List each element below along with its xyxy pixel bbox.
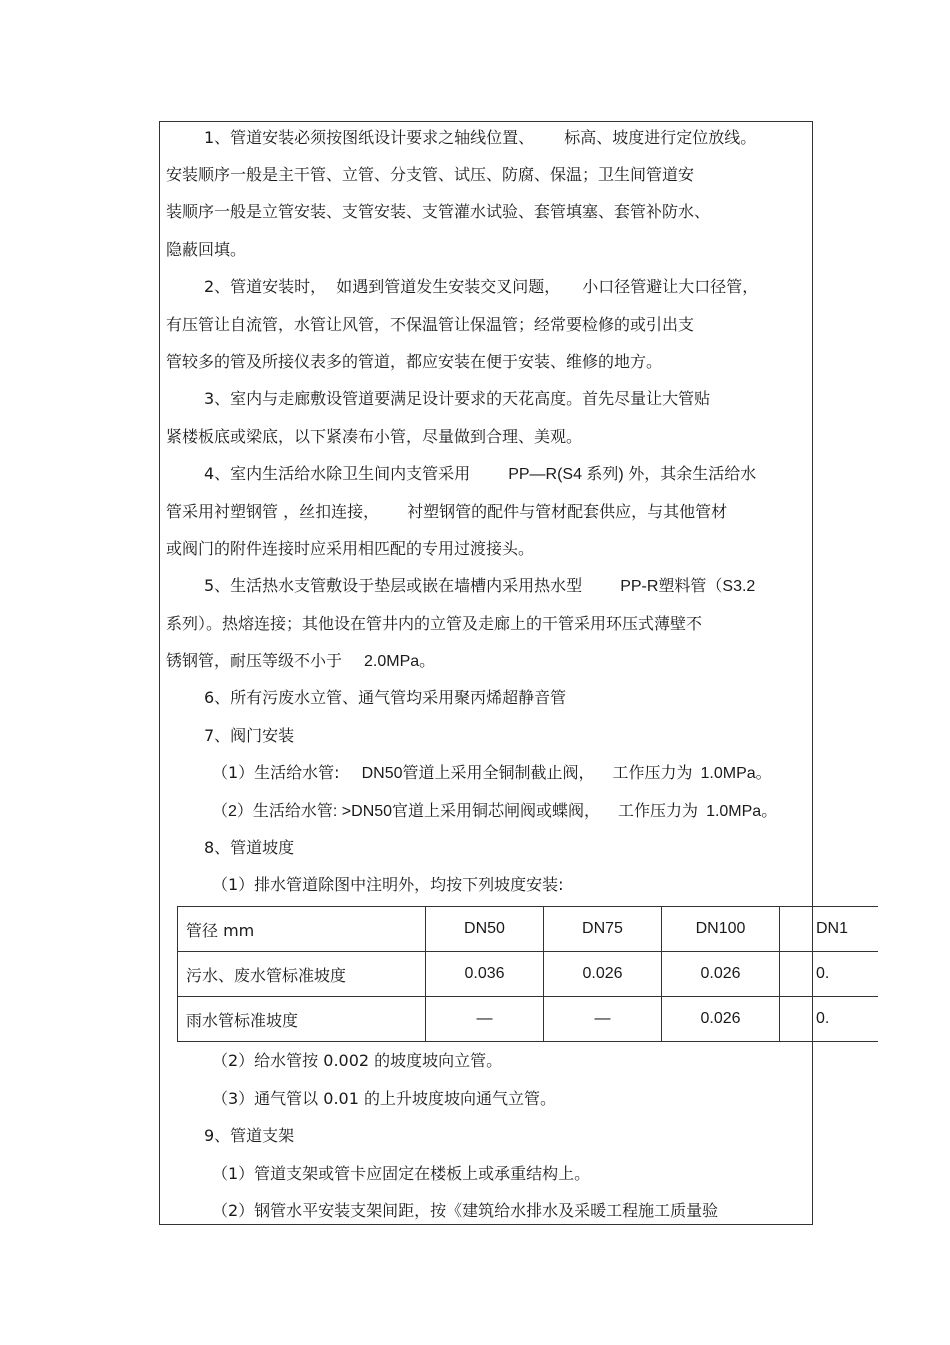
- table-header-cell: DN50: [426, 907, 544, 952]
- slope-table: [177, 906, 878, 1042]
- table-cell: 0.026: [544, 952, 662, 997]
- p1-line3: 装顺序一般是立管安装、支管安装、支管灌水试验、套管填塞、套管补防水、: [166, 202, 711, 221]
- p7-heading: 7、阀门安装: [204, 726, 295, 745]
- p8-heading: 8、管道坡度: [204, 838, 295, 857]
- table-cell: —: [426, 997, 544, 1042]
- table-cell: 雨水管标准坡度: [178, 997, 426, 1042]
- table-cell: 0.036: [426, 952, 544, 997]
- p9-item2: （2）钢管水平安装支架间距，按《建筑给水排水及采暖工程施工质量验: [212, 1201, 719, 1220]
- p1-line4: 隐蔽回填。: [166, 240, 247, 259]
- table-header-cell: DN100: [662, 907, 780, 952]
- p1-line1: 1、管道安装必须按图纸设计要求之轴线位置、 标高、坡度进行定位放线。: [204, 128, 757, 147]
- table-cell: 0.: [780, 997, 878, 1042]
- p3-line1: 3、室内与走廊敷设管道要满足设计要求的天花高度。首先尽量让大管贴: [204, 389, 711, 408]
- p3-line2: 紧楼板底或梁底，以下紧凑布小管，尽量做到合理、美观。: [166, 427, 583, 446]
- p6-line1: 6、所有污废水立管、通气管均采用聚丙烯超静音管: [204, 688, 567, 707]
- p8-item1: （1）排水管道除图中注明外，均按下列坡度安装:: [212, 875, 564, 894]
- p9-heading: 9、管道支架: [204, 1126, 295, 1145]
- p2-line1: 2、管道安装时， 如遇到管道发生安装交叉问题， 小口径管避让大口径管，: [204, 277, 759, 296]
- p7-item1: （1）生活给水管: DN50管道上采用全铜制截止阀， 工作压力为 1.0MPa。: [212, 763, 772, 782]
- p8-item3: （3）通气管以 0.01 的上升坡度坡向通气立管。: [212, 1089, 556, 1108]
- table-row: [178, 997, 878, 1042]
- table-header-cell: DN1: [780, 907, 878, 952]
- p8-item2: （2）给水管按 0.002 的坡度坡向立管。: [212, 1051, 503, 1070]
- table-header-cell: 管径 mm: [178, 907, 426, 952]
- p7-item2: （2）生活给水管: >DN50官道上采用铜芯闸阀或蝶阀， 工作压力为 1.0MPa。: [212, 801, 778, 820]
- table-cell: 0.026: [662, 997, 780, 1042]
- table-row: [178, 952, 878, 997]
- p5-line1: 5、生活热水支管敷设于垫层或嵌在墙槽内采用热水型 PP-R塑料管（S3.2: [204, 576, 756, 595]
- p9-item1: （1）管道支架或管卡应固定在楼板上或承重结构上。: [212, 1164, 591, 1183]
- p2-line2: 有压管让自流管，水管让风管，不保温管让保温管；经常要检修的或引出支: [166, 315, 695, 334]
- p4-line3: 或阀门的附件连接时应采用相匹配的专用过渡接头。: [166, 539, 535, 558]
- table-header-row: [178, 907, 878, 952]
- p5-line3: 锈钢管，耐压等级不小于 2.0MPa。: [166, 651, 436, 670]
- table-cell: —: [544, 997, 662, 1042]
- p5-line2: 系列）。热熔连接；其他设在管井内的立管及走廊上的干管采用环压式薄壁不: [166, 614, 703, 633]
- table-cell: 0.026: [662, 952, 780, 997]
- p1-line2: 安装顺序一般是主干管、立管、分支管、试压、防腐、保温；卫生间管道安: [166, 165, 695, 184]
- table-cell: 0.: [780, 952, 878, 997]
- table-cell: 污水、废水管标准坡度: [178, 952, 426, 997]
- table-header-cell: DN75: [544, 907, 662, 952]
- p4-line2: 管采用衬塑钢管 ，丝扣连接， 衬塑钢管的配件与管材配套供应，与其他管材: [166, 502, 728, 521]
- p4-line1: 4、室内生活给水除卫生间内支管采用 PP—R(S4 系列) 外，其余生活给水: [204, 464, 757, 483]
- p2-line3: 管较多的管及所接仪表多的管道，都应安装在便于安装、维修的地方。: [166, 352, 663, 371]
